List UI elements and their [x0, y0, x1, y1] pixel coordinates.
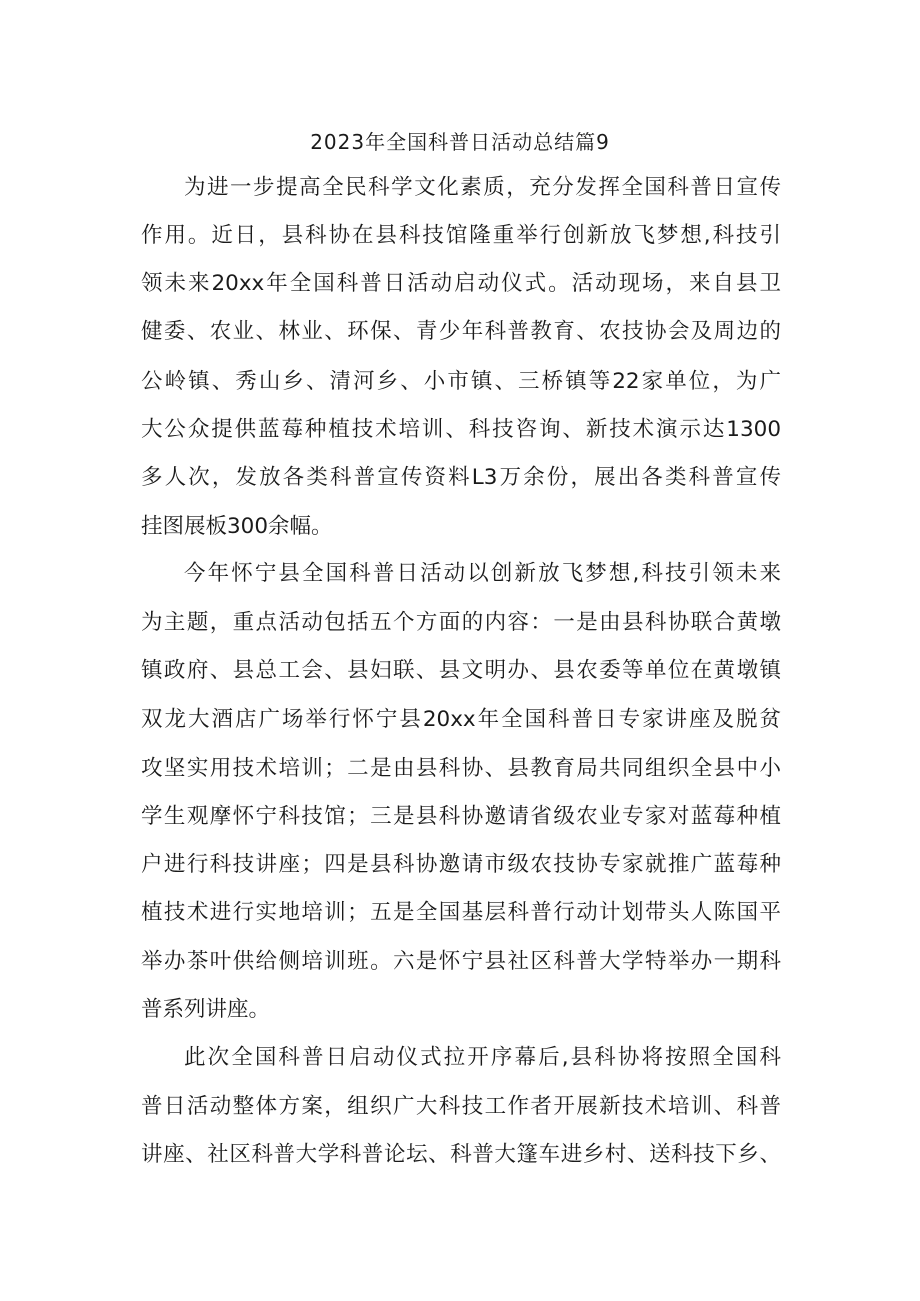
document-title: 2023年全国科普日活动总结篇9	[310, 130, 610, 154]
paragraph-line: 户进行科技讲座；四是县科协邀请市级农技协专家就推广蓝莓种	[141, 852, 781, 877]
paragraph-line: 攻坚实用技术培训；二是由县科协、县教育局共同组织全县中小	[141, 756, 781, 781]
paragraph-line: 为主题，重点活动包括五个方面的内容：一是由县科协联合黄墩	[141, 610, 781, 635]
paragraph-line: 镇政府、县总工会、县妇联、县文明办、县农委等单位在黄墩镇	[141, 658, 781, 683]
paragraph-line: 普系列讲座。	[141, 997, 271, 1022]
paragraph-line: 今年怀宁县全国科普日活动以创新放飞梦想,科技引领未来	[184, 561, 781, 586]
paragraph-line: 多人次，发放各类科普宣传资料L3万余份，展出各类科普宣传	[141, 465, 781, 490]
paragraph-line: 挂图展板300余幅。	[141, 514, 333, 539]
paragraph-line: 此次全国科普日启动仪式拉开序幕后,县科协将按照全国科	[184, 1045, 781, 1070]
paragraph-line: 举办茶叶供给侧培训班。六是怀宁县社区科普大学特举办一期科	[141, 949, 781, 974]
paragraph-line: 讲座、社区科普大学科普论坛、科普大篷车进乡村、送科技下乡、	[141, 1142, 781, 1167]
paragraph-line: 双龙大酒店广场举行怀宁县20xx年全国科普日专家讲座及脱贫	[141, 707, 781, 732]
paragraph-line: 普日活动整体方案，组织广大科技工作者开展新技术培训、科普	[141, 1094, 781, 1119]
paragraph-line: 公岭镇、秀山乡、清河乡、小市镇、三桥镇等22家单位，为广	[141, 369, 781, 394]
paragraph-line: 健委、农业、林业、环保、青少年科普教育、农技协会及周边的	[141, 319, 781, 344]
paragraph-line: 作用。近日，县科协在县科技馆隆重举行创新放飞梦想,科技引	[141, 223, 781, 248]
paragraph-line: 为进一步提高全民科学文化素质，充分发挥全国科普日宣传	[184, 175, 781, 200]
paragraph-line: 学生观摩怀宁科技馆；三是县科协邀请省级农业专家对蓝莓种植	[141, 804, 781, 829]
paragraph-line: 领未来20xx年全国科普日活动启动仪式。活动现场，来自县卫	[141, 271, 781, 296]
paragraph-line: 大公众提供蓝莓种植技术培训、科技咨询、新技术演示达1300	[141, 417, 781, 442]
paragraph-line: 植技术进行实地培训；五是全国基层科普行动计划带头人陈国平	[141, 900, 781, 925]
